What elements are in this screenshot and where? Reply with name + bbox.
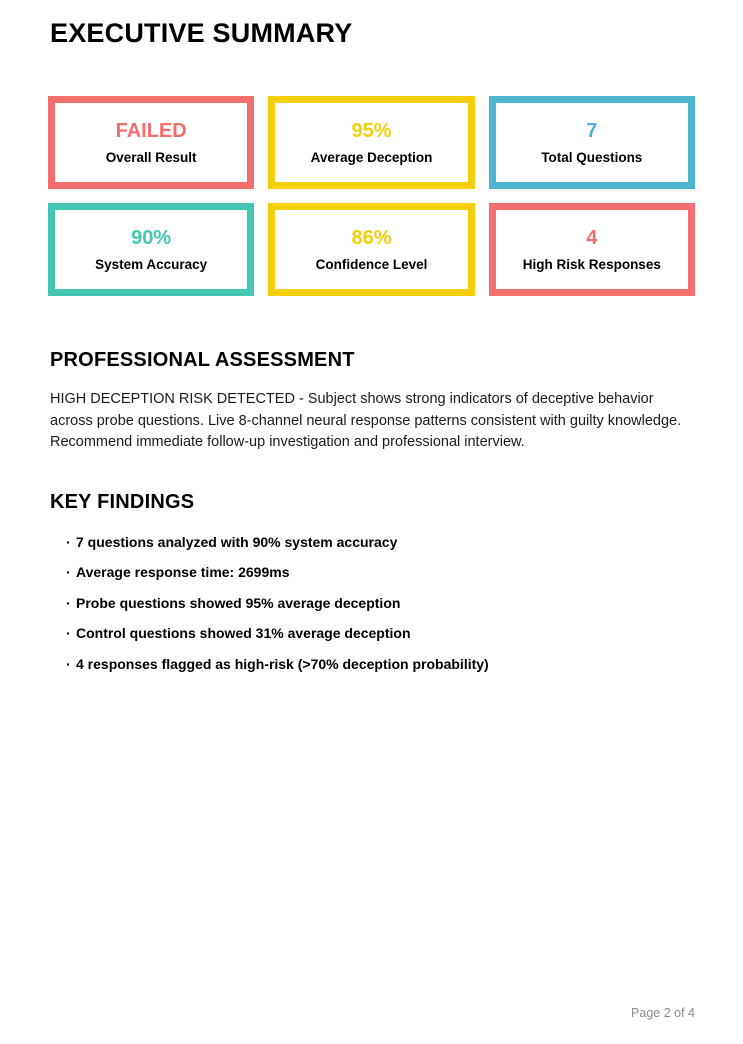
- page-number: Page 2 of 4: [631, 1006, 695, 1020]
- stat-value: 90%: [131, 226, 172, 249]
- stat-label: Overall Result: [105, 149, 197, 165]
- stat-label: System Accuracy: [95, 256, 208, 272]
- finding-item: [50, 656, 695, 672]
- stat-card-high-risk-responses: [489, 203, 695, 296]
- finding-item: [50, 534, 695, 550]
- stat-label: Average Deception: [310, 149, 433, 165]
- stat-value: 7: [586, 119, 598, 142]
- finding-item: [50, 564, 695, 580]
- finding-text: Average response time: 2699ms: [76, 564, 290, 580]
- page-title: EXECUTIVE SUMMARY: [50, 18, 353, 48]
- key-findings-section: [50, 491, 695, 672]
- finding-text: Probe questions showed 95% average deception: [76, 594, 401, 611]
- section-heading-professional-assessment: PROFESSIONAL ASSESSMENT: [50, 349, 355, 371]
- stat-label: High Risk Responses: [522, 256, 661, 272]
- bullet-dot: ·: [66, 533, 71, 550]
- stat-label: Total Questions: [541, 149, 643, 165]
- stat-card-average-deception: [268, 96, 474, 189]
- stat-card-overall-result: [48, 96, 254, 189]
- stat-value: FAILED: [115, 119, 187, 142]
- finding-text: Control questions showed 31% average deception: [76, 625, 411, 641]
- assessment-body-text: HIGH DECEPTION RISK DETECTED - Subject shows strong indicators of deceptive behavior across probe questions. Live 8-channel neural response patterns consistent with guilty knowledge. Recommend immediate follow-up investigation and professional interview.: [50, 391, 682, 450]
- stat-value: 95%: [351, 119, 392, 142]
- bullet-dot: ·: [66, 564, 71, 580]
- stat-card-confidence-level: [268, 203, 474, 296]
- section-heading-key-findings: KEY FINDINGS: [50, 490, 195, 513]
- stat-value: 86%: [351, 226, 392, 249]
- professional-assessment-section: [50, 349, 695, 454]
- stat-card-total-questions: [489, 96, 695, 189]
- summary-card-grid: [48, 96, 695, 296]
- stat-value: 4: [586, 226, 598, 249]
- finding-text: 7 questions analyzed with 90% system accuracy: [76, 533, 398, 550]
- stat-card-system-accuracy: [48, 203, 254, 296]
- finding-item: [50, 625, 695, 641]
- bullet-dot: ·: [66, 655, 71, 672]
- stat-label: Confidence Level: [315, 256, 428, 272]
- finding-text: 4 responses flagged as high-risk (>70% deception probability): [76, 655, 489, 672]
- bullet-dot: ·: [66, 594, 71, 611]
- key-findings-list: [50, 534, 695, 672]
- bullet-dot: ·: [66, 625, 71, 641]
- finding-item: [50, 595, 695, 611]
